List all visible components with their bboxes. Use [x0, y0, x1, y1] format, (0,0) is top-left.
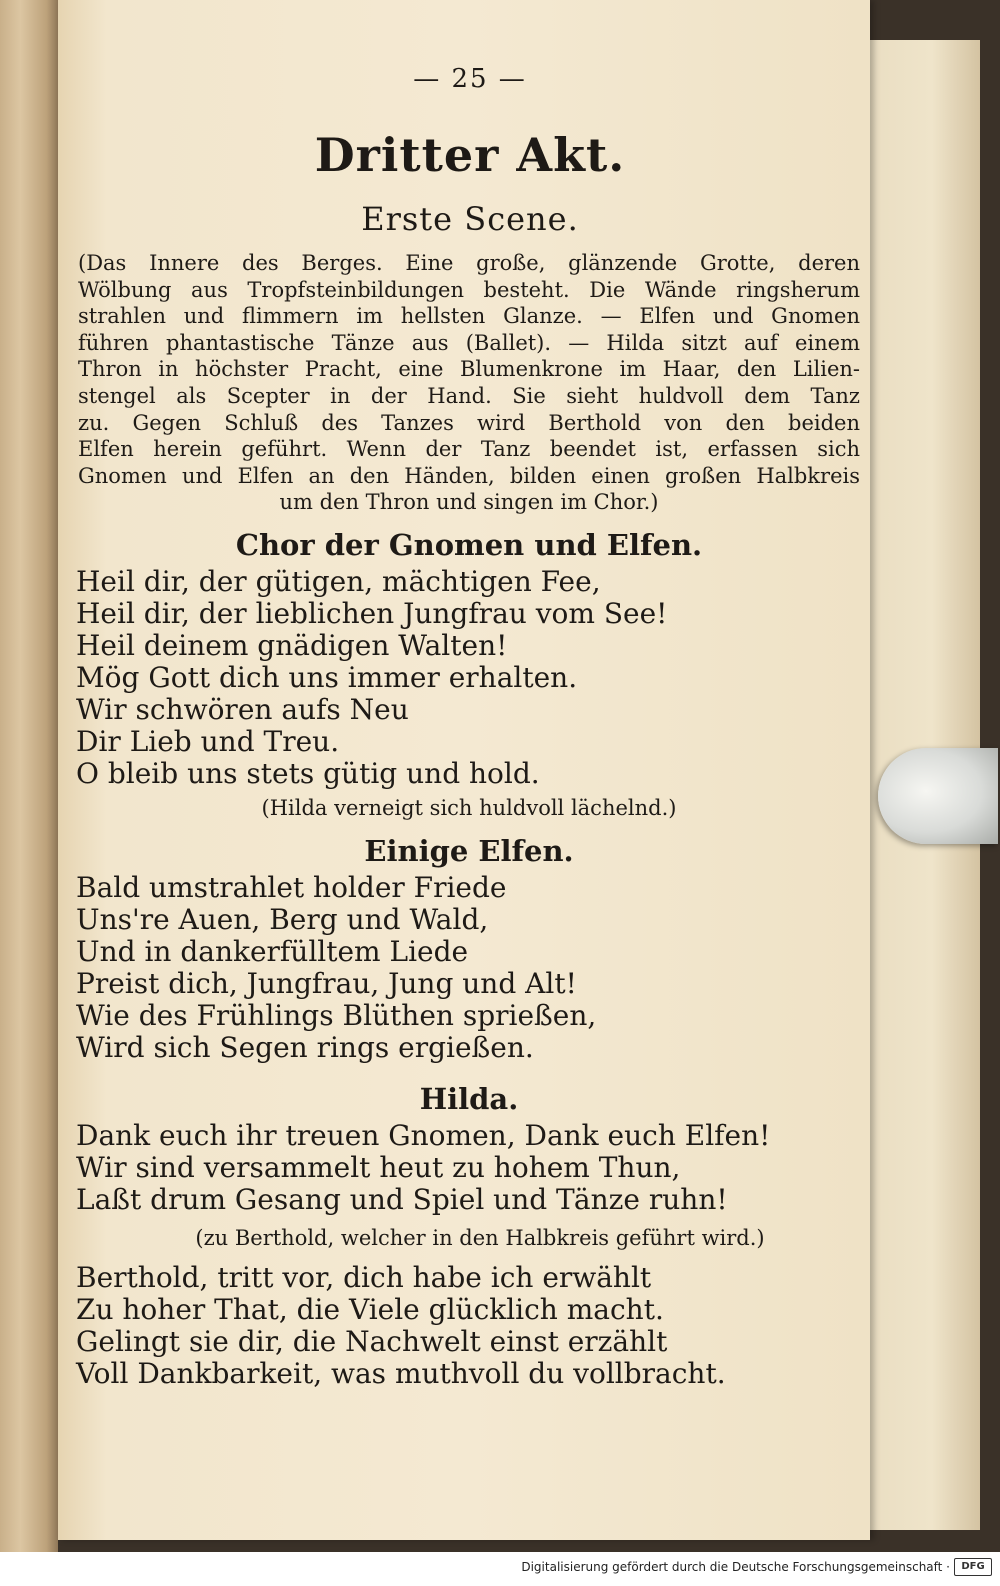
- verse-line: Uns're Auen, Berg und Wald,: [76, 903, 489, 936]
- verse-line: Dir Lieb und Treu.: [76, 725, 340, 758]
- stage-direction: (zu Berthold, welcher in den Halbkreis geführt wird.): [195, 1226, 765, 1250]
- stage-direction-line: stengel als Scepter in der Hand. Sie sieht huldvoll dem Tanz: [78, 384, 860, 408]
- stage-direction-line: Gnomen und Elfen an den Händen, bilden einen großen Halbkreis: [78, 463, 860, 488]
- verse-line: Wir sind versammelt heut zu hohem Thun,: [76, 1151, 681, 1184]
- verse-line: Gelingt sie dir, die Nachwelt einst erzählt: [76, 1325, 668, 1358]
- verse-line: Und in dankerfülltem Liede: [76, 935, 469, 968]
- verse-line: Dank euch ihr treuen Gnomen, Dank euch Elfen!: [76, 1119, 771, 1152]
- stage-direction-line: strahlen und flimmern im hellsten Glanze. — Elfen und Gnomen: [78, 304, 860, 329]
- verse-line: Heil dir, der lieblichen Jungfrau vom See!: [76, 597, 668, 630]
- previous-page-edge: [0, 0, 58, 1586]
- verse-line: Heil dir, der gütigen, mächtigen Fee,: [76, 565, 601, 598]
- stage-direction-line: Thron in höchster Pracht, eine Blumenkrone im Haar, den Lilien-: [78, 357, 860, 382]
- verse-line: Wie des Frühlings Blüthen sprießen,: [76, 999, 597, 1032]
- dfg-logo: DFG: [954, 1558, 992, 1576]
- stage-direction: (Hilda verneigt sich huldvoll lächelnd.): [261, 796, 677, 820]
- verse-line: Zu hoher That, die Viele glücklich macht.: [76, 1293, 664, 1326]
- speaker-heading: Einige Elfen.: [364, 834, 574, 868]
- verse-line: Bald umstrahlet holder Friede: [76, 871, 507, 904]
- verse-line: Mög Gott dich uns immer erhalten.: [76, 661, 578, 694]
- stage-direction-line: (Das Innere des Berges. Eine große, glänzende Grotte, deren: [78, 251, 860, 275]
- stage-direction-line: zu. Gegen Schluß des Tanzes wird Berthold von den beiden: [78, 410, 860, 435]
- digitization-credit: Digitalisierung gefördert durch die Deutsche Forschungsgemeinschaft ·: [521, 1560, 950, 1574]
- act-title: Dritter Akt.: [314, 128, 626, 182]
- scene-title: Erste Scene.: [361, 200, 579, 238]
- verse-line: Wir schwören aufs Neu: [76, 693, 409, 726]
- stage-direction-line: führen phantastische Tänze aus (Ballet). — Hilda sitzt auf einem: [78, 330, 860, 355]
- verse-line: Laßt drum Gesang und Spiel und Tänze ruhn!: [76, 1183, 728, 1216]
- stage-direction-line: Elfen herein geführt. Wenn der Tanz beendet ist, erfassen sich: [78, 437, 860, 462]
- speaker-heading: Chor der Gnomen und Elfen.: [235, 528, 703, 562]
- verse-line: Berthold, tritt vor, dich habe ich erwählt: [76, 1261, 652, 1294]
- speaker-heading: Hilda.: [419, 1082, 519, 1116]
- stage-direction-line: Wölbung aus Tropfsteinbildungen besteht. Die Wände ringsherum: [78, 277, 860, 302]
- verse-line: Heil deinem gnädigen Walten!: [76, 629, 508, 662]
- verse-line: Preist dich, Jungfrau, Jung und Alt!: [76, 967, 577, 1000]
- stage-direction-line: um den Thron und singen im Chor.): [279, 490, 659, 515]
- page-clip: [878, 748, 998, 844]
- verse-line: O bleib uns stets gütig und hold.: [76, 757, 540, 790]
- verse-line: Wird sich Segen rings ergießen.: [76, 1031, 534, 1064]
- verse-line: Voll Dankbarkeit, was muthvoll du vollbracht.: [76, 1357, 726, 1390]
- page-number: — 25 —: [413, 64, 527, 94]
